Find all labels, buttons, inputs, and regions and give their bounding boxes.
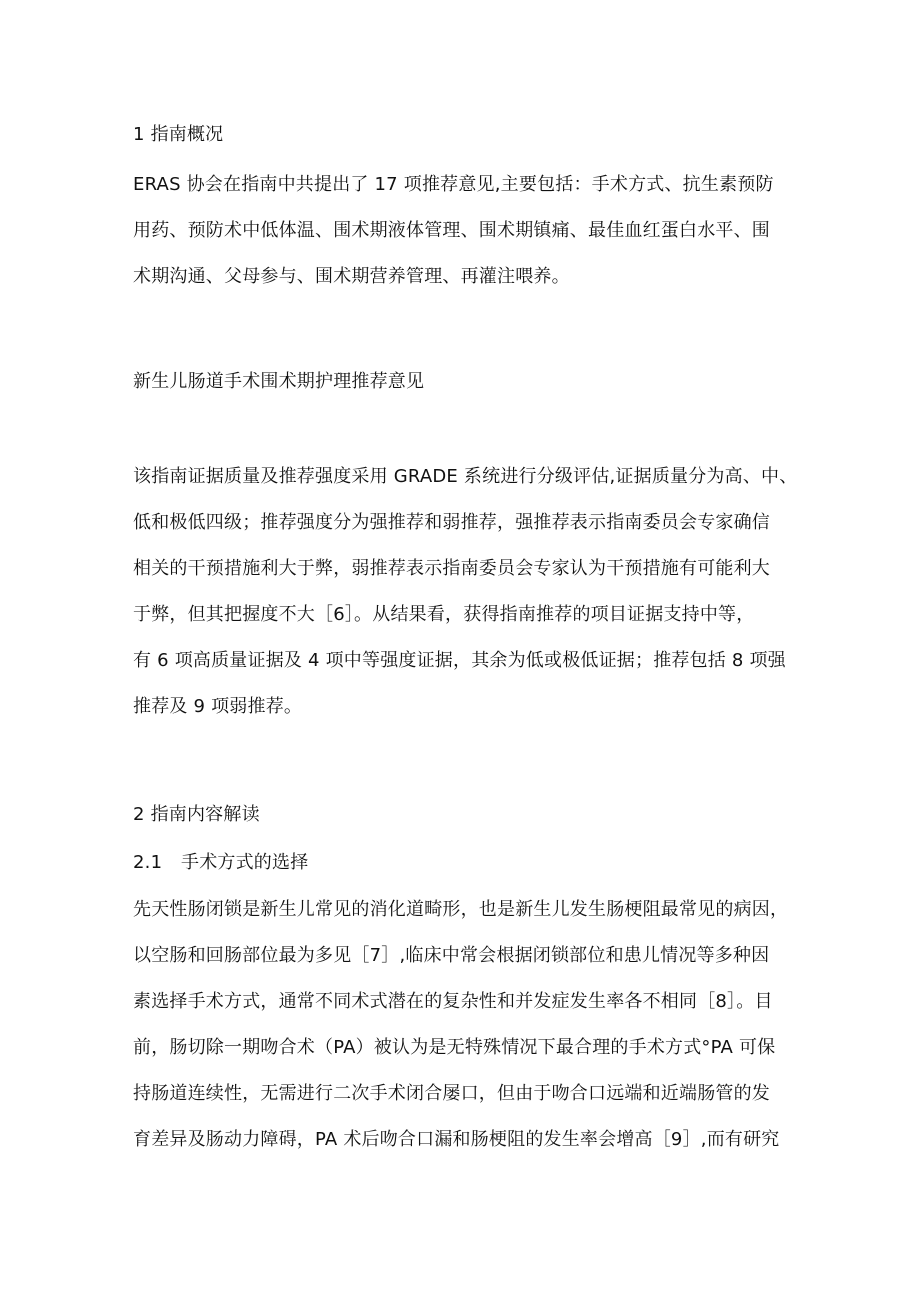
subsection-number: 2.1	[133, 852, 163, 873]
paragraph-line: 该指南证据质量及推荐强度采用 GRADE 系统进行分级评估,证据质量分为高、中、	[133, 466, 798, 487]
section-1-heading: 1 指南概况	[133, 124, 224, 145]
paragraph-line: 于弊，但其把握度不大［6］。从结果看，获得指南推荐的项目证据支持中等，	[133, 604, 755, 625]
paragraph-line: 低和极低四级；推荐强度分为强推荐和弱推荐，强推荐表示指南委员会专家确信	[133, 512, 770, 533]
paragraph-line: 以空肠和回肠部位最为多见［7］,临床中常会根据闭锁部位和患儿情况等多种因	[133, 945, 770, 966]
section-2-heading: 2 指南内容解读	[133, 804, 260, 825]
paragraph-line: 前，肠切除一期吻合术（PA）被认为是无特殊情况下最合理的手术方式°PA 可保	[133, 1037, 776, 1058]
subsection-title: 手术方式的选择	[181, 852, 309, 873]
paragraph-line: 素选择手术方式，通常不同术式潜在的复杂性和并发症发生率各不相同［8］。目	[133, 991, 773, 1012]
paragraph-line: 术期沟通、父母参与、围术期营养管理、再灌注喂养。	[133, 266, 570, 287]
paragraph-line: ERAS 协会在指南中共提出了 17 项推荐意见,主要包括：手术方式、抗生素预防	[133, 174, 774, 195]
paragraph-line: 先天性肠闭锁是新生儿常见的消化道畸形，也是新生儿发生肠梗阻最常见的病因，	[133, 899, 789, 920]
paragraph-line: 用药、预防术中低体温、围术期液体管理、围术期镇痛、最佳血红蛋白水平、围	[133, 220, 770, 241]
paragraph-line: 有 6 项高质量证据及 4 项中等强度证据，其余为低或极低证据；推荐包括 8 项强	[133, 650, 786, 671]
paragraph-line: 持肠道连续性，无需进行二次手术闭合屡口，但由于吻合口远端和近端肠管的发	[133, 1083, 770, 1104]
paragraph-line: 育差异及肠动力障碍，PA 术后吻合口漏和肠梗阻的发生率会增高［9］,而有研究	[133, 1129, 780, 1150]
paragraph-line: 推荐及 9 项弱推荐。	[133, 696, 303, 717]
paragraph-line: 相关的干预措施利大于弊，弱推荐表示指南委员会专家认为干预措施有可能利大	[133, 558, 770, 579]
subsection-heading-line	[133, 848, 308, 874]
table-caption: 新生儿肠道手术围术期护理推荐意见	[133, 371, 425, 392]
